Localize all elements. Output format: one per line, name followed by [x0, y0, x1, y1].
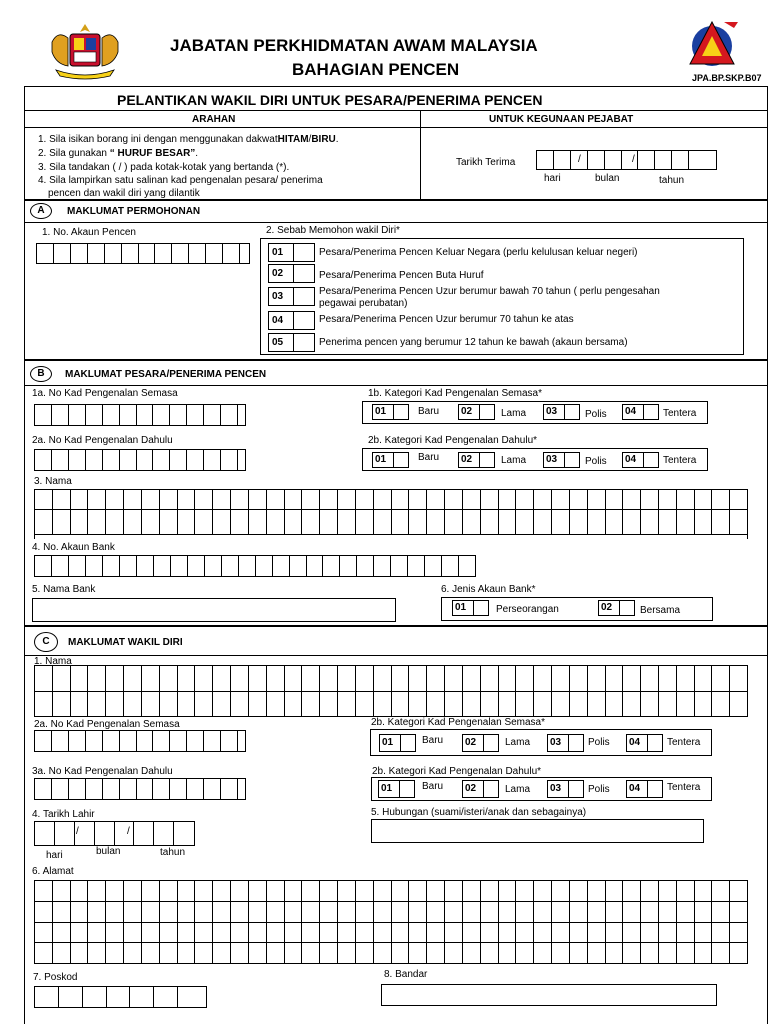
reason-text-02: Pesara/Penerima Pencen Buta Huruf: [319, 270, 484, 281]
c-cat2-check-03[interactable]: [568, 780, 584, 798]
reason-label: 2. Sebab Memohon wakil Diri*: [266, 225, 400, 236]
reason-code-05: 05: [268, 333, 294, 352]
b-cat1-code-03: 03: [543, 404, 565, 420]
reason-text-05: Penerima pencen yang berumur 12 tahun ke bawah (akaun bersama): [319, 337, 628, 348]
b-cat2-check-01[interactable]: [393, 452, 409, 468]
reason-checkbox-01[interactable]: [293, 243, 315, 262]
dob-hari: hari: [46, 850, 63, 861]
b-cat2-check-04[interactable]: [643, 452, 659, 468]
b-cat1-code-04: 04: [622, 404, 644, 420]
c-cat2-label-03: Polis: [588, 784, 610, 795]
b-cat1-check-04[interactable]: [643, 404, 659, 420]
c-dob-input[interactable]: [34, 821, 195, 846]
b-cat1-code-02: 02: [458, 404, 480, 420]
reason-text-04: Pesara/Penerima Pencen Uzur berumur 70 tahun ke atas: [319, 314, 574, 325]
c-cat1-check-02[interactable]: [483, 734, 499, 752]
c-ic-cat-old-label: 2b. Kategori Kad Pengenalan Dahulu*: [372, 766, 542, 777]
form-code: JPA.BP.SKP.B07: [692, 73, 762, 83]
reason-checkbox-05[interactable]: [293, 333, 315, 352]
c-cat2-code-02: 02: [462, 780, 484, 798]
b-cat1-check-01[interactable]: [393, 404, 409, 420]
b-ic-cat-old-label: 2b. Kategori Kad Pengenalan Dahulu*: [368, 435, 538, 446]
c-cat1-code-03: 03: [547, 734, 569, 752]
b-cat2-code-02: 02: [458, 452, 480, 468]
b-name-label: 3. Nama: [34, 476, 72, 487]
b-ic-old-label: 2a. No Kad Pengenalan Dahulu: [32, 435, 173, 446]
reason-checkbox-02[interactable]: [293, 264, 315, 283]
b-ic-current-label: 1a. No Kad Pengenalan Semasa: [32, 388, 178, 399]
b-cat2-code-04: 04: [622, 452, 644, 468]
b-cat2-check-03[interactable]: [564, 452, 580, 468]
reason-code-04: 04: [268, 311, 294, 330]
dob-tahun: tahun: [160, 847, 186, 858]
reason-code-03: 03: [268, 287, 294, 306]
c-ic-old-label: 3a. No Kad Pengenalan Dahulu: [32, 766, 173, 777]
c-cat1-label-01: Baru: [422, 735, 444, 746]
section-a-title: MAKLUMAT PERMOHONAN: [67, 206, 201, 217]
b-cat2-code-03: 03: [543, 452, 565, 468]
b-bank-acc-label: 4. No. Akaun Bank: [32, 542, 115, 553]
c-cat1-label-02: Lama: [505, 737, 531, 748]
malaysia-coat-of-arms-logo: [44, 22, 126, 80]
c-cat2-check-01[interactable]: [399, 780, 415, 798]
c-cat1-label-04: Tentera: [667, 737, 701, 748]
date-slash-2: /: [632, 154, 635, 165]
dob-bulan: bulan: [96, 846, 121, 857]
c-postcode-input[interactable]: [34, 986, 207, 1008]
b-cat2-code-01: 01: [372, 452, 394, 468]
b-acc-code-02: 02: [598, 600, 620, 616]
b-acc-label-02: Bersama: [640, 605, 681, 616]
c-cat1-check-01[interactable]: [400, 734, 416, 752]
b-cat1-label-03: Polis: [585, 409, 607, 420]
c-postcode-label: 7. Poskod: [33, 972, 78, 983]
b-cat2-label-04: Tentera: [663, 455, 697, 466]
c-name-label: 1. Nama: [34, 656, 72, 667]
reason-text-03b: pegawai perubatan): [319, 298, 408, 309]
c-dob-label: 4. Tarikh Lahir: [32, 809, 95, 820]
c-city-label: 8. Bandar: [384, 969, 428, 980]
arahan-item-4: 4. Sila lampirkan satu salinan kad pengenalan pesara/ penerima: [38, 175, 323, 186]
dob-slash-1: /: [76, 826, 79, 837]
reason-code-01: 01: [268, 243, 294, 262]
c-relation-input[interactable]: [371, 819, 704, 843]
date-slash-1: /: [578, 154, 581, 165]
b-bank-acc-input[interactable]: [34, 555, 476, 577]
b-ic-cat-current-label: 1b. Kategori Kad Pengenalan Semasa*: [368, 388, 543, 399]
c-cat2-check-02[interactable]: [483, 780, 499, 798]
c-ic-old-input[interactable]: [34, 778, 246, 800]
c-ic-cat-current-label: 2b. Kategori Kad Pengenalan Semasa*: [371, 717, 546, 728]
arahan-item-2: 2. Sila gunakan “ HURUF BESAR”.: [38, 148, 199, 159]
b-cat2-label-01: Baru: [418, 452, 440, 463]
c-cat2-label-01: Baru: [422, 781, 444, 792]
b-acc-check-01[interactable]: [473, 600, 489, 616]
b-bank-name-input[interactable]: [32, 598, 396, 622]
arahan-item-4b: pencen dan wakil diri yang dilantik: [48, 188, 200, 198]
reason-checkbox-03[interactable]: [293, 287, 315, 306]
c-cat1-check-03[interactable]: [568, 734, 584, 752]
b-acc-label-01: Perseorangan: [496, 604, 559, 615]
label-tahun: tahun: [659, 175, 685, 186]
section-b-title: MAKLUMAT PESARA/PENERIMA PENCEN: [65, 369, 267, 380]
c-ic-current-label: 2a. No Kad Pengenalan Semasa: [34, 719, 180, 730]
c-cat1-check-04[interactable]: [647, 734, 663, 752]
c-city-input[interactable]: [381, 984, 717, 1006]
tarikh-terima-input[interactable]: [536, 150, 717, 170]
c-cat2-label-02: Lama: [505, 784, 531, 795]
c-address-input[interactable]: [34, 880, 748, 964]
b-acc-type-label: 6. Jenis Akaun Bank*: [441, 584, 536, 595]
header-title-line2: BAHAGIAN PENCEN: [292, 60, 460, 79]
b-ic-old-input[interactable]: [34, 449, 246, 471]
reason-text-03: Pesara/Penerima Pencen Uzur berumur bawah 70 tahun ( perlu pengesahan: [319, 286, 660, 297]
form-title: PELANTIKAN WAKIL DIRI UNTUK PESARA/PENERIMA PENCEN: [117, 92, 543, 108]
b-cat2-label-03: Polis: [585, 456, 607, 467]
b-cat1-code-01: 01: [372, 404, 394, 420]
c-cat2-code-03: 03: [547, 780, 569, 798]
b-acc-check-02[interactable]: [619, 600, 635, 616]
b-name-input[interactable]: [34, 489, 748, 539]
c-address-label: 6. Alamat: [32, 866, 74, 877]
label-bulan: bulan: [595, 173, 620, 184]
arahan-item-3: 3. Sila tandakan ( / ) pada kotak-kotak yang bertanda (*).: [38, 162, 290, 173]
b-cat2-check-02[interactable]: [479, 452, 495, 468]
b-bank-name-label: 5. Nama Bank: [32, 584, 96, 595]
c-cat2-code-04: 04: [626, 780, 648, 798]
b-cat1-check-02[interactable]: [479, 404, 495, 420]
jpa-logo: [684, 18, 740, 70]
reason-text-01: Pesara/Penerima Pencen Keluar Negara (perlu kelulusan keluar negeri): [319, 247, 638, 258]
reason-code-02: 02: [268, 264, 294, 283]
c-cat2-code-01: 01: [378, 780, 400, 798]
b-cat1-label-02: Lama: [501, 408, 527, 419]
c-ic-current-input[interactable]: [34, 730, 246, 752]
b-cat1-check-03[interactable]: [564, 404, 580, 420]
section-b-letter: B: [30, 366, 52, 382]
section-c-title: MAKLUMAT WAKIL DIRI: [68, 637, 183, 648]
c-name-input[interactable]: [34, 665, 748, 717]
reason-checkbox-04[interactable]: [293, 311, 315, 330]
b-ic-current-input[interactable]: [34, 404, 246, 426]
b-cat1-label-01: Baru: [418, 406, 440, 417]
account-pencen-input[interactable]: [36, 243, 250, 264]
c-cat2-label-04: Tentera: [667, 782, 701, 793]
label-hari: hari: [544, 173, 561, 184]
office-heading: UNTUK KEGUNAAN PEJABAT: [489, 114, 634, 125]
c-relation-label: 5. Hubungan (suami/isteri/anak dan sebagainya): [371, 807, 587, 818]
b-acc-code-01: 01: [452, 600, 474, 616]
c-cat1-code-01: 01: [379, 734, 401, 752]
section-a-letter: A: [30, 203, 52, 219]
b-cat2-label-02: Lama: [501, 455, 527, 466]
c-cat1-label-03: Polis: [588, 737, 610, 748]
arahan-item-1: 1. Sila isikan borang ini dengan menggunakan dakwatHITAM/BIRU.: [38, 134, 339, 145]
c-cat1-code-02: 02: [462, 734, 484, 752]
c-cat1-code-04: 04: [626, 734, 648, 752]
tarikh-terima-label: Tarikh Terima: [456, 157, 516, 168]
section-c-letter: C: [34, 632, 58, 652]
dob-slash-2: /: [127, 826, 130, 837]
c-cat2-check-04[interactable]: [647, 780, 663, 798]
arahan-heading: ARAHAN: [192, 114, 236, 125]
account-pencen-label: 1. No. Akaun Pencen: [42, 227, 136, 238]
header-title-line1: JABATAN PERKHIDMATAN AWAM MALAYSIA: [170, 36, 538, 55]
b-cat1-label-04: Tentera: [663, 408, 697, 419]
